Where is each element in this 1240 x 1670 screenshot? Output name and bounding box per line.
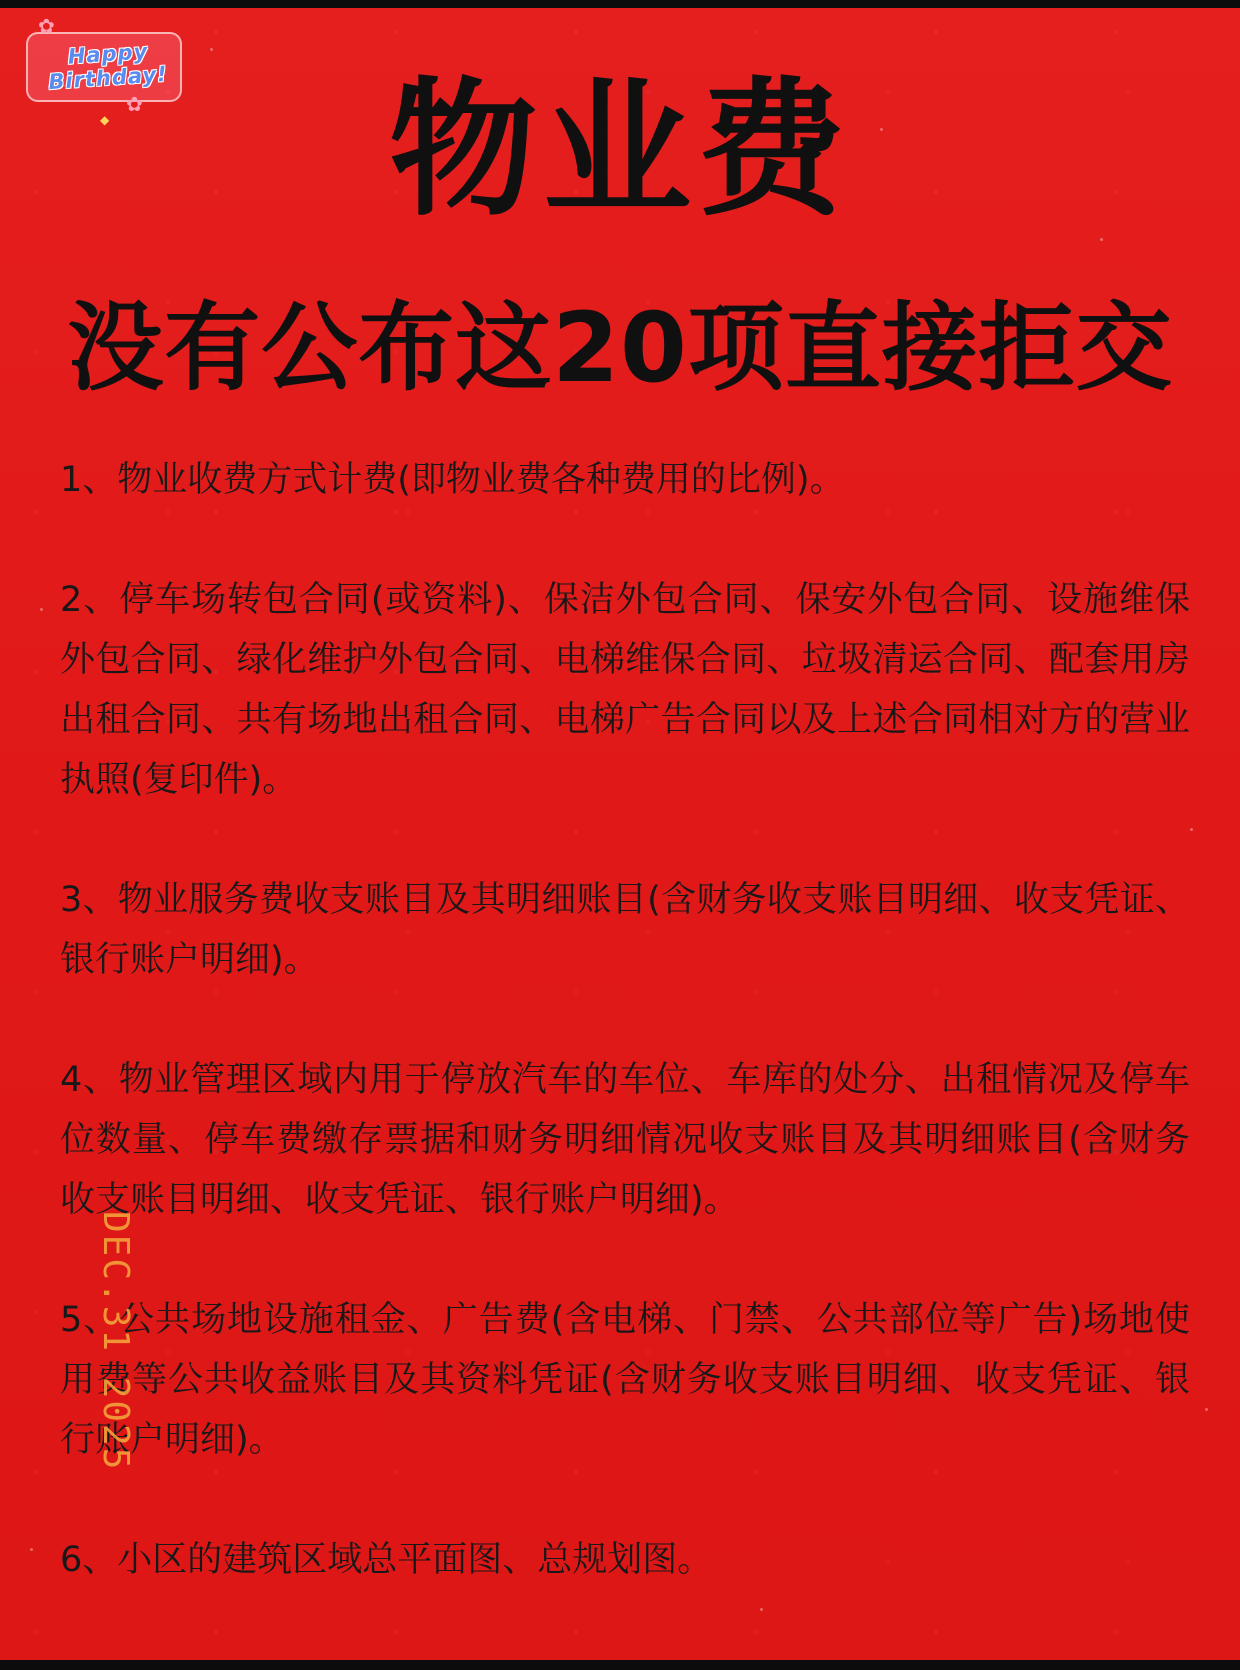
list-item: 6、小区的建筑区域总平面图、总规划图。: [60, 1540, 713, 1580]
poster: [0, 8, 1240, 1660]
flower-icon: ✿: [38, 14, 55, 38]
list-item: 1、物业收费方式计费(即物业费各种费用的比例)。: [60, 460, 845, 500]
page-title: 物业费: [389, 64, 851, 236]
date-stamp-text: DEC.31 2025: [95, 1211, 136, 1472]
flower-icon: ✿: [126, 92, 143, 116]
date-stamp: [95, 1211, 161, 1472]
texture-speck: [30, 1548, 33, 1551]
list-item: 4、物业管理区域内用于停放汽车的车位、车库的处分、出租情况及停车位数量、停车费缴存票据和财务明细情况收支账目及其明细账目(含财务收支账目明细、收支凭证、银行账户明细)。: [60, 1060, 1190, 1220]
list-item: 2、停车场转包合同(或资料)、保洁外包合同、保安外包合同、设施维保外包合同、绿化维护外包合同、电梯维保合同、垃圾清运合同、配套用房出租合同、共有场地出租合同、电梯广告合同以及上述合同相对方的营业执照(复印件)。: [60, 580, 1190, 800]
texture-speck: [1190, 828, 1193, 831]
texture-speck: [210, 48, 213, 51]
item-list: [60, 450, 1190, 1650]
texture-speck: [1205, 1408, 1208, 1411]
list-item: 3、物业服务费收支账目及其明细账目(含财务收支账目明细、收支凭证、银行账户明细)。: [60, 880, 1190, 980]
texture-speck: [1100, 238, 1103, 241]
sticker-line-1: Happy: [67, 39, 149, 69]
texture-speck: [40, 608, 43, 611]
sparkle-icon: ◆: [100, 113, 110, 127]
sticker-line-2: Birthday!: [47, 61, 169, 95]
list-item: 5、公共场地设施租金、广告费(含电梯、门禁、公共部位等广告)场地使用费等公共收益账目及其资料凭证(含财务收支账目明细、收支凭证、银行账户明细)。: [60, 1300, 1190, 1460]
page-subtitle: 没有公布这20项直接拒交: [67, 292, 1173, 404]
